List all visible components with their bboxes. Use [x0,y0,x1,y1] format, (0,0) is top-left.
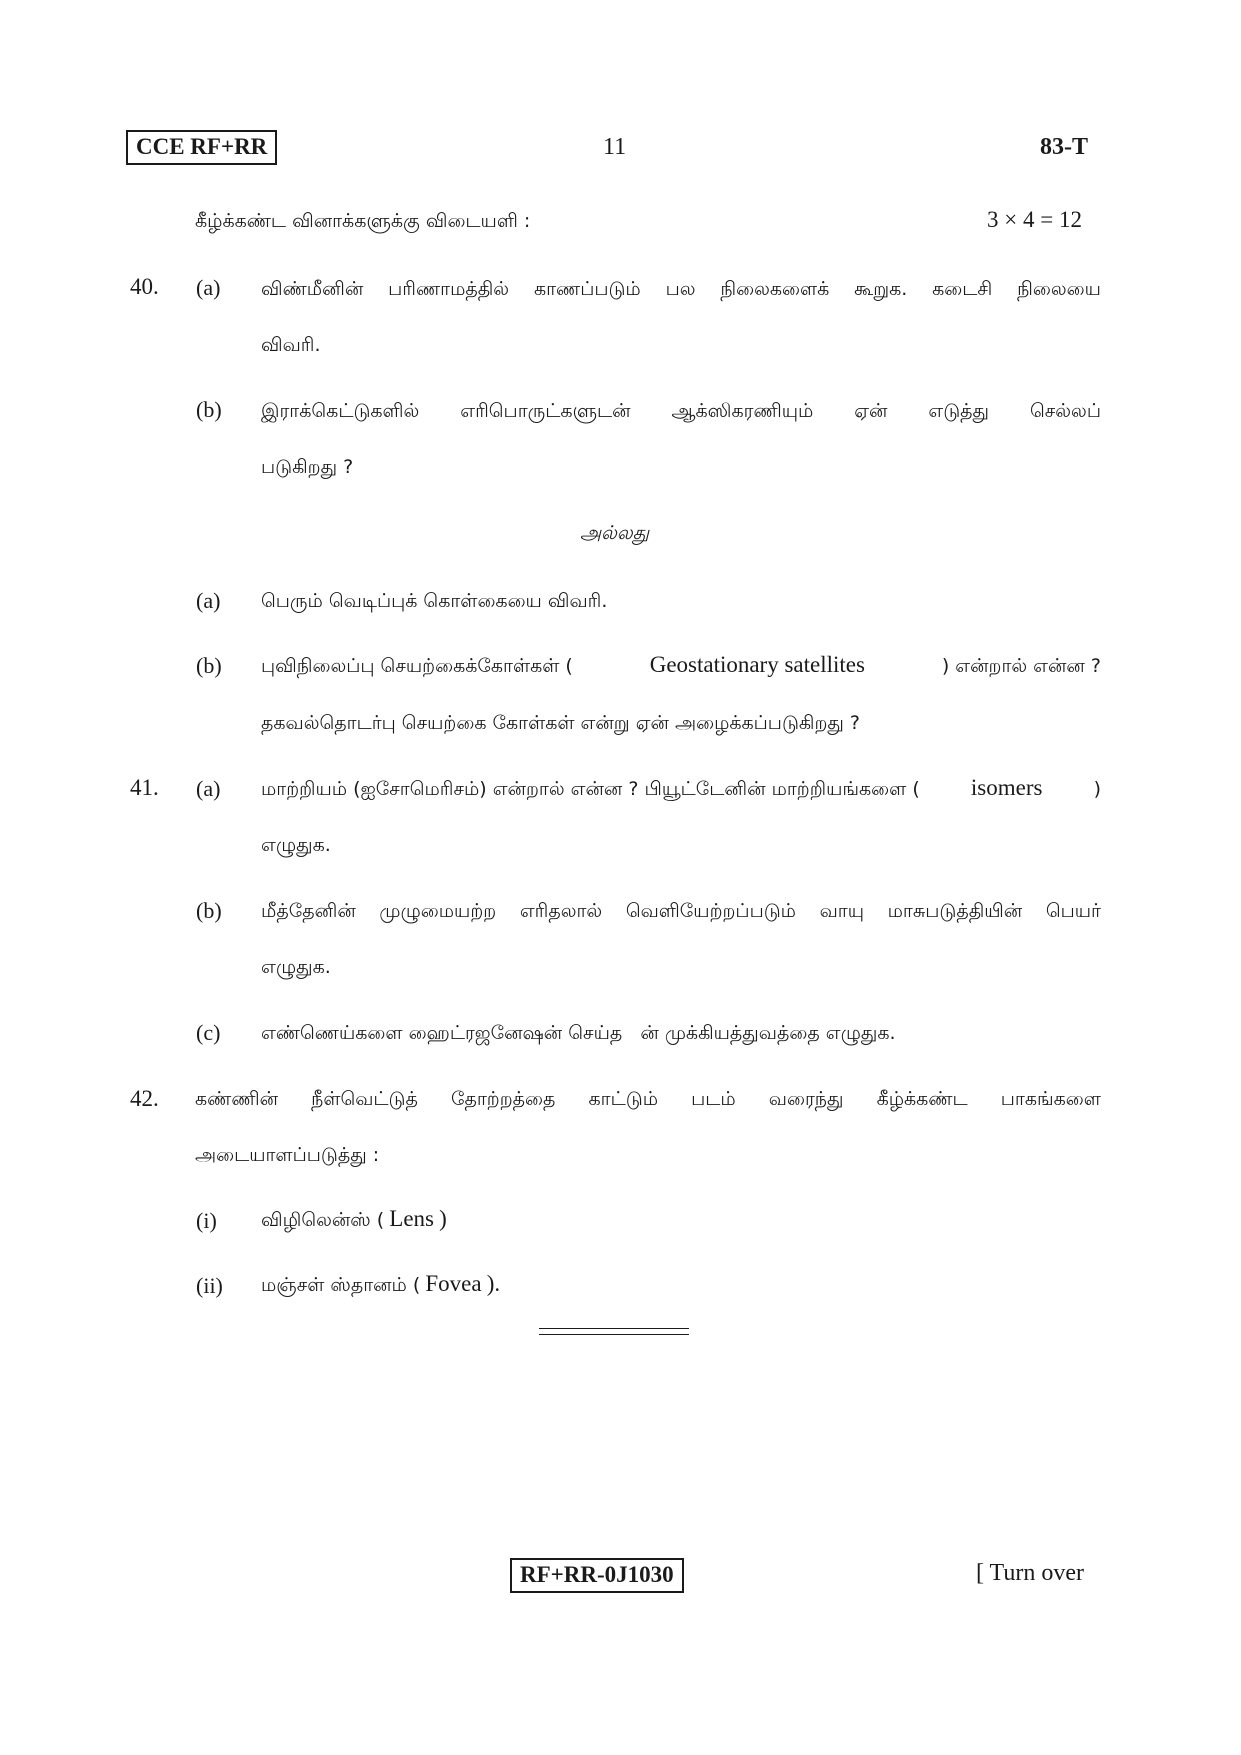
q40-alt-b-line1: புவிநிலைப்பு செயற்கைக்கோள்கள் ( Geostationary satellites ) என்றால் என்ன ? [261,652,1101,677]
q41-a-label: (a) [196,776,221,801]
q40-a-line2: விவரி. [261,334,321,356]
q41-a-line1: மாற்றியம் (ஐசோமெரிசம்) என்றால் என்ன ? பியூட்டேனின் மாற்றியங்களை ( isomers ) [261,775,1101,800]
q41-b-label: (b) [196,898,222,923]
turn-over-label: [ Turn over [976,1560,1085,1586]
q41-b-line1: மீத்தேனின் முழுமையற்ற எரிதலால் வெளியேற்றப்படும் வாயு மாசுபடுத்தியின் பெயர் [261,900,1101,922]
instruction-text: கீழ்க்கண்ட வினாக்களுக்கு விடையளி : [195,210,531,232]
page-number: 11 [603,134,627,160]
q41-a-line2: எழுதுக. [261,834,331,856]
subject-code-box: CCE RF+RR [126,130,277,165]
q42-i-label: (i) [196,1208,217,1233]
q41-b-line2: எழுதுக. [261,956,331,978]
q42-line2: அடையாளப்படுத்து : [195,1144,380,1166]
question-number-40: 40. [130,274,159,299]
q40-alt-b-label: (b) [196,653,222,678]
q42-ii-label: (ii) [196,1273,223,1298]
q40-b-line2: படுகிறது ? [261,456,354,478]
q40-alt-a-line1: பெரும் வெடிப்புக் கொள்கையை விவரி. [261,590,608,612]
q40-b-label: (b) [196,397,222,422]
end-rule-bottom [539,1334,689,1335]
end-rule-top [539,1328,689,1329]
q41-c-label: (c) [196,1020,221,1045]
footer-code-box: RF+RR-0J1030 [510,1558,684,1593]
marks-allocation: 3 × 4 = 12 [987,207,1082,232]
q40-b-line1: இராக்கெட்டுகளில் எரிபொருட்களுடன் ஆக்ஸிகரணியும் ஏன் எடுத்து செல்லப் [261,400,1101,422]
q42-i-text: விழிலென்ஸ் ( Lens ) [261,1206,447,1231]
paper-code: 83-T [1040,134,1088,160]
q40-a-line1: விண்மீனின் பரிணாமத்தில் காணப்படும் பல நிலைகளைக் கூறுக. கடைசி நிலையை [261,278,1101,300]
or-separator: அல்லது [580,522,650,544]
q40-alt-a-label: (a) [196,588,221,613]
q42-ii-text: மஞ்சள் ஸ்தானம் ( Fovea ). [261,1271,501,1296]
q40-alt-b-line2: தகவல்தொடர்பு செயற்கை கோள்கள் என்று ஏன் அழைக்கப்படுகிறது ? [261,712,861,734]
q42-line1: கண்ணின் நீள்வெட்டுத் தோற்றத்தை காட்டும் படம் வரைந்து கீழ்க்கண்ட பாகங்களை [195,1088,1101,1110]
question-number-41: 41. [130,775,159,800]
question-number-42: 42. [130,1086,159,1111]
q40-a-label: (a) [196,275,221,300]
q41-c-line1: எண்ணெய்களை ஹைட்ரஜனேஷன் செய்த ன் முக்கியத்துவத்தை எழுதுக. [261,1022,896,1044]
